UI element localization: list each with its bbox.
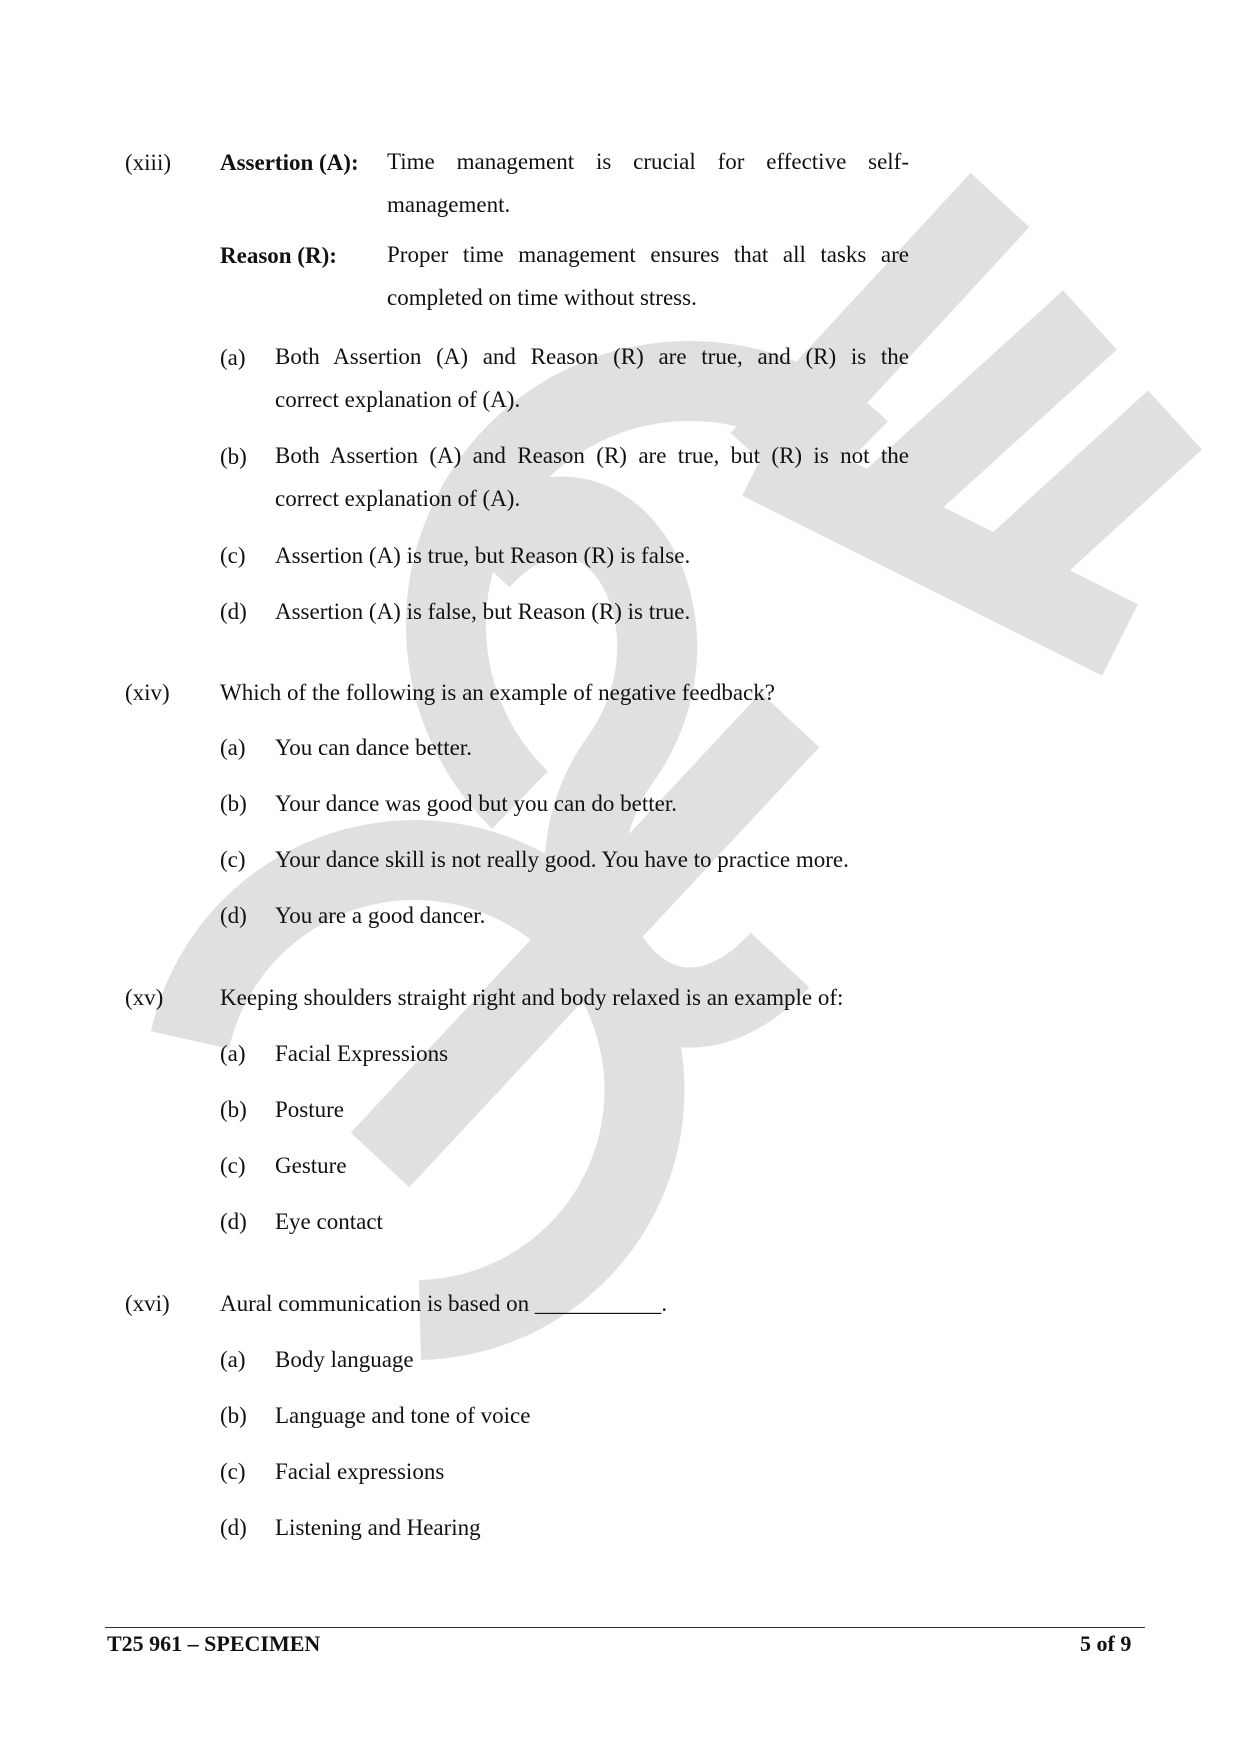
- option-letter: (c): [220, 847, 246, 872]
- reason-label: Reason (R):: [220, 243, 337, 268]
- option-letter: (d): [220, 599, 247, 624]
- reason-line-2: completed on time without stress.: [387, 285, 697, 310]
- paper-code: T25 961 – SPECIMEN: [107, 1631, 321, 1656]
- option-letter: (d): [220, 1209, 247, 1234]
- option-letter: (b): [220, 1097, 247, 1122]
- assertion-line-2: management.: [387, 192, 511, 217]
- option-line-2: correct explanation of (A).: [275, 387, 521, 412]
- reason-line-1: Proper time management ensures that all tasks are: [387, 242, 909, 267]
- assertion-text: [387, 140, 909, 226]
- option-letter: (b): [220, 1403, 247, 1428]
- question-text: Which of the following is an example of negative feedback?: [220, 680, 775, 705]
- option-letter: (a): [220, 1041, 246, 1066]
- option-letter: (a): [220, 735, 246, 760]
- option-text: [275, 434, 909, 520]
- footer-divider: [105, 1627, 1145, 1628]
- question-number: (xv): [125, 985, 164, 1010]
- option-text: Posture: [275, 1097, 344, 1122]
- option-letter: (b): [220, 791, 247, 816]
- page-number: 5 of 9: [1080, 1631, 1132, 1656]
- option-letter: (d): [220, 1515, 247, 1540]
- option-line-1: Both Assertion (A) and Reason (R) are true, but (R) is not the: [275, 443, 909, 468]
- option-letter: (d): [220, 903, 247, 928]
- option-text: Gesture: [275, 1153, 347, 1178]
- option-text: Assertion (A) is false, but Reason (R) is true.: [275, 599, 691, 624]
- option-line-2: correct explanation of (A).: [275, 486, 521, 511]
- option-letter: (b): [220, 444, 247, 469]
- option-text: Language and tone of voice: [275, 1403, 531, 1428]
- option-text: Body language: [275, 1347, 414, 1372]
- option-line-1: Both Assertion (A) and Reason (R) are true, and (R) is the: [275, 344, 909, 369]
- option-text: You can dance better.: [275, 735, 472, 760]
- option-text: Listening and Hearing: [275, 1515, 481, 1540]
- option-text: Facial expressions: [275, 1459, 445, 1484]
- option-letter: (a): [220, 1347, 246, 1372]
- option-letter: (c): [220, 1459, 246, 1484]
- question-text: Keeping shoulders straight right and body relaxed is an example of:: [220, 985, 844, 1010]
- option-letter: (a): [220, 345, 246, 370]
- assertion-label: Assertion (A):: [220, 150, 359, 175]
- option-text: [275, 335, 909, 421]
- option-text: Your dance was good but you can do better.: [275, 791, 678, 816]
- option-letter: (c): [220, 1153, 246, 1178]
- assertion-line-1: Time management is crucial for effective self-: [387, 149, 909, 174]
- option-text: Facial Expressions: [275, 1041, 449, 1066]
- question-number: (xiii): [125, 150, 171, 175]
- question-text: Aural communication is based on ___________.: [220, 1291, 668, 1316]
- option-letter: (c): [220, 543, 246, 568]
- option-text: Your dance skill is not really good. You have to practice more.: [275, 847, 849, 872]
- reason-text: [387, 233, 909, 319]
- option-text: Assertion (A) is true, but Reason (R) is false.: [275, 543, 691, 568]
- option-text: Eye contact: [275, 1209, 383, 1234]
- question-number: (xiv): [125, 680, 170, 705]
- question-number: (xvi): [125, 1291, 170, 1316]
- option-text: You are a good dancer.: [275, 903, 486, 928]
